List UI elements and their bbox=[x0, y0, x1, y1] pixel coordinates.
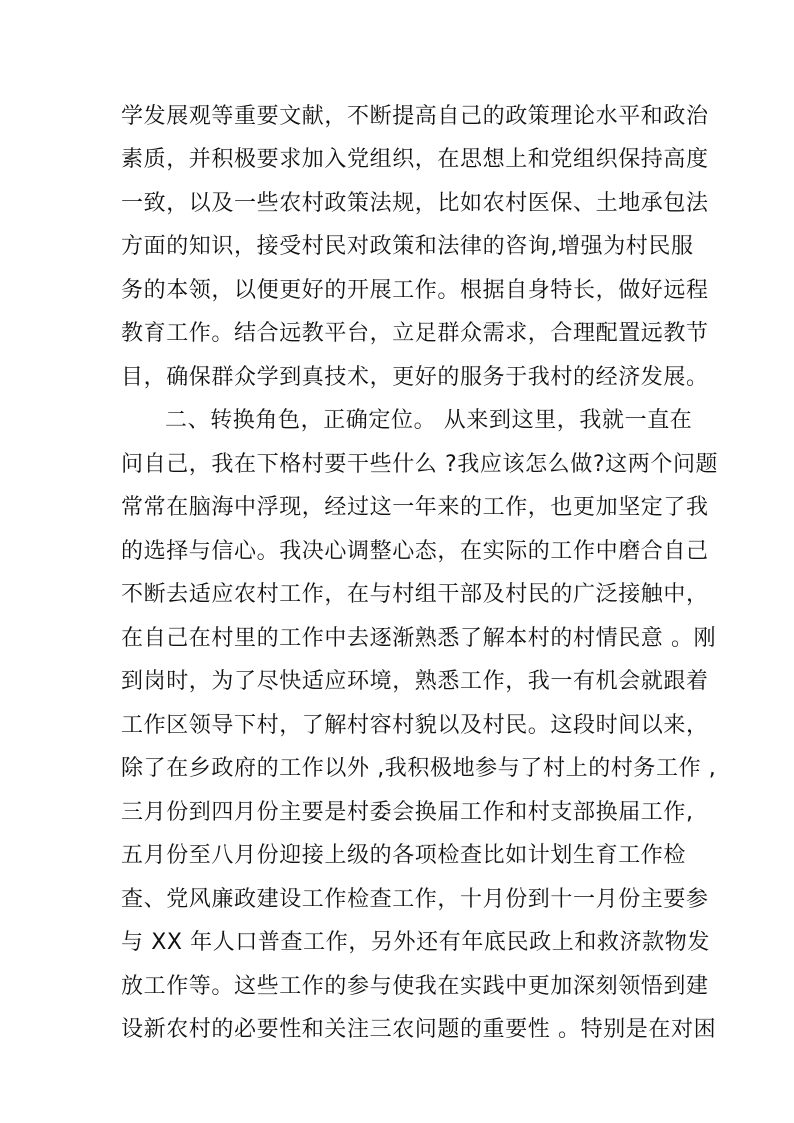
text-line-19: 查、党风廉政建设工作检查工作，十月份到十一月份主要参 bbox=[121, 887, 709, 912]
section-heading-line: 二、转换角色，正确定位。 从来到这里，我就一直在 bbox=[165, 408, 693, 433]
text-line-1: 学发展观等重要文献，不断提高自己的政策理论水平和政治 bbox=[121, 104, 709, 129]
text-line-21: 放工作等。这些工作的参与使我在实践中更加深刻领悟到建 bbox=[121, 974, 709, 999]
text-line-12: 不断去适应农村工作，在与村组干部及村民的广泛接触中， bbox=[121, 582, 709, 607]
text-line-18: 五月份至八月份迎接上级的各项检查比如计划生育工作检 bbox=[121, 843, 687, 868]
text-line-15: 工作区领导下村，了解村容村貌以及村民。这段时间以来， bbox=[121, 713, 709, 738]
text-line-11: 的选择与信心。我决心调整心态，在实际的工作中磨合自己 bbox=[121, 539, 709, 564]
text-line-10: 常常在脑海中浮现，经过这一年来的工作，也更加坚定了我 bbox=[121, 495, 709, 520]
text-line-5: 务的本领，以便更好的开展工作。根据自身特长，做好远程 bbox=[121, 278, 709, 303]
text-line-20: 与 XX 年人口普查工作，另外还有年底民政上和救济款物发 bbox=[121, 930, 710, 955]
text-line-22: 设新农村的必要性和关注三农问题的重要性 。特别是在对困 bbox=[121, 1017, 717, 1042]
text-line-3: 一致，以及一些农村政策法规，比如农村医保、土地承包法 bbox=[121, 191, 709, 216]
text-line-14: 到岗时，为了尽快适应环境，熟悉工作，我一有机会就跟着 bbox=[121, 669, 709, 694]
text-line-16: 除了在乡政府的工作以外 ,我积极地参与了村上的村务工作 , bbox=[121, 756, 717, 781]
text-line-4: 方面的知识，接受村民对政策和法律的咨询,增强为村民服 bbox=[121, 234, 694, 259]
text-line-6: 教育工作。结合远教平台，立足群众需求，合理配置远教节 bbox=[121, 321, 709, 346]
text-line-7: 目，确保群众学到真技术，更好的服务于我村的经济发展。 bbox=[121, 365, 709, 390]
text-line-2: 素质，并积极要求加入党组织，在思想上和党组织保持高度 bbox=[121, 147, 709, 172]
text-line-9: 问自己，我在下格村要干些什么 ?我应该怎么做?这两个问题 bbox=[121, 452, 719, 477]
text-line-17: 三月份到四月份主要是村委会换届工作和村支部换届工作, bbox=[121, 800, 694, 825]
text-line-13: 在自己在村里的工作中去逐渐熟悉了解本村的村情民意 。刚 bbox=[121, 626, 717, 651]
